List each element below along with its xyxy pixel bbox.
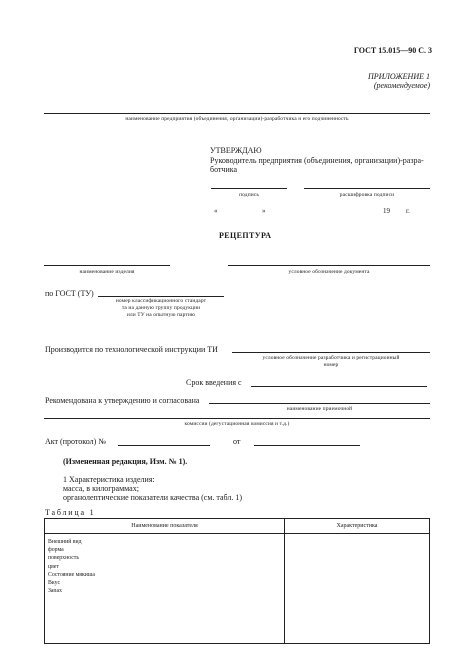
characteristics-line-1: 1 Характеристика изделия: [63, 475, 155, 484]
appendix-label: ПРИЛОЖЕНИЕ 1 [368, 72, 430, 81]
gost-label: по ГОСТ (ТУ) [45, 289, 94, 298]
revision-note: (Измененная редакция, Изм. № 1). [63, 457, 188, 466]
gost-caption-3: или ТУ на опытную партию [126, 312, 196, 318]
date-quote-close: » [262, 207, 266, 215]
characteristics-line-3: органолептические показатели качества (см. табл. 1) [63, 493, 243, 502]
produced-ti-line [232, 352, 430, 353]
recommended-label: Рекомендована к утверждению и согласована [45, 396, 200, 405]
indicators-cell [45, 534, 285, 644]
date-year-prefix: 19 [383, 207, 390, 215]
product-name-line [44, 265, 170, 266]
org-name-line [44, 113, 430, 114]
produced-caption-2: номер [323, 362, 339, 368]
signature-caption: подпись [239, 192, 259, 198]
table-row [45, 534, 430, 644]
indicator-item: Состояние мякиша [48, 571, 95, 578]
signature-decoding-line [304, 188, 430, 189]
signature-decoding-caption: расшифровка подписи [339, 192, 395, 198]
approval-line-1: Руководитель предприятия (объединения, организации)-разра- [210, 156, 424, 165]
characteristics-line-2: масса, в килограммах; [63, 484, 139, 493]
indicator-item: поверхность [48, 555, 79, 562]
intro-date-label: Срок введения с [186, 378, 242, 387]
document-reference: ГОСТ 15.015—90 С. 3 [353, 46, 432, 55]
indicator-item: форма [48, 547, 64, 554]
characteristics-cell [285, 534, 430, 644]
intro-date-line [251, 386, 427, 387]
indicator-item: Запах [48, 588, 62, 595]
act-number-line [118, 445, 210, 446]
commission-name-line-2 [44, 418, 430, 419]
org-name-caption: наименование предприятия (объединения, организации)-разработчика и его подчиненность [125, 116, 349, 122]
act-label: Акт (протокол) № [45, 437, 106, 446]
approval-title: УТВЕРЖДАЮ [210, 146, 262, 155]
indicators-table [44, 518, 430, 644]
act-from-label: от [233, 437, 241, 446]
commission-caption-2: комиссии (дегустационная комиссия и т.д.) [184, 421, 290, 427]
document-designation-line [228, 265, 430, 266]
date-year-suffix: г. [406, 207, 410, 215]
recipe-title: РЕЦЕПТУРА [219, 231, 272, 240]
produced-label: Производится по технологической инструкции ТИ [45, 345, 218, 354]
commission-name-line [209, 403, 430, 404]
table-header-characteristic: Характеристика [285, 519, 430, 534]
approval-line-2: ботчика [210, 165, 238, 174]
table-header-row [45, 519, 430, 534]
signature-line [211, 188, 287, 189]
act-date-line [254, 445, 360, 446]
indicator-item: Внешний вид [48, 539, 82, 545]
commission-caption-1: наименование приемочной [286, 406, 353, 412]
indicator-item: цвет [48, 563, 59, 570]
table-header-indicator: Наименование показателя [45, 519, 285, 534]
produced-caption-1: условное обозначение разработчика и регистрационный [262, 355, 400, 361]
appendix-note: (рекомендуемое) [373, 81, 430, 90]
gost-number-line [98, 296, 224, 297]
gost-caption-2: та на данную группу продукции [121, 305, 201, 311]
indicator-item: Вкус [48, 580, 61, 587]
table-caption: Таблица 1 [45, 508, 96, 517]
document-designation-caption: условное обозначение документа [288, 269, 370, 275]
date-quote-open: « [214, 207, 218, 215]
product-name-caption: наименование изделия [79, 269, 135, 275]
gost-caption-1: номер классификационного стандарт [115, 298, 207, 304]
